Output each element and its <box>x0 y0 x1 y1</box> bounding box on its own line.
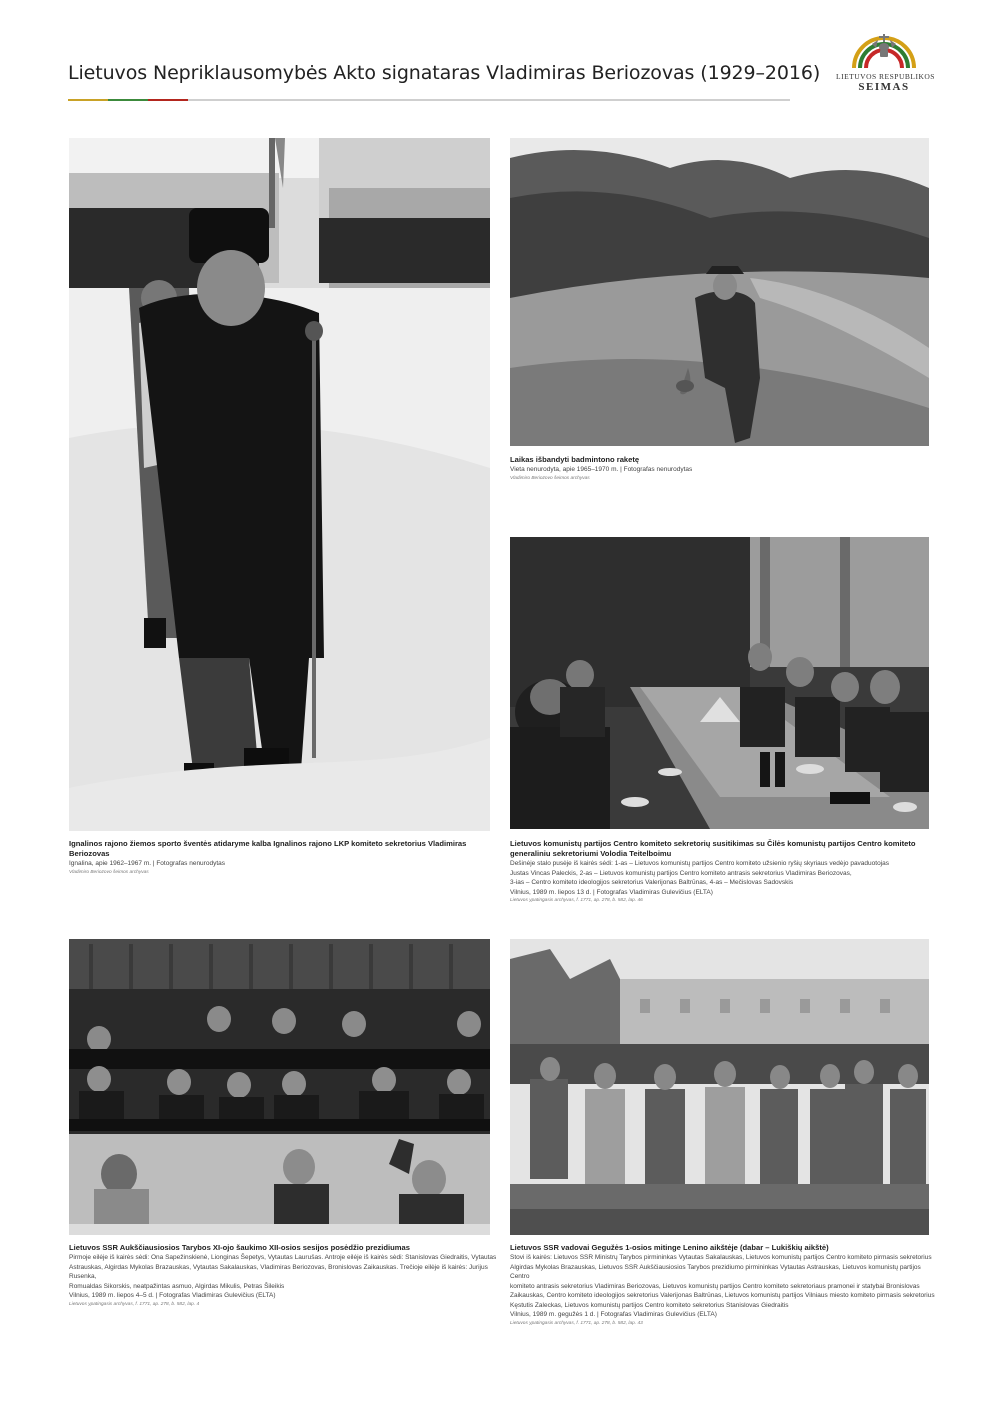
seimas-emblem-icon <box>846 30 922 70</box>
caption-3-detail-3: 3-ias – Centro komiteto ideologijos sekretorius Valerijonas Baltrūnas, 4-as – Mečislovas Sadovskis <box>510 879 794 886</box>
caption-5-source: Lietuvos ypatingasis archyvas, f. 1771, ap. 278, b. 582, lap. 43 <box>510 1320 643 1326</box>
photo-may-day-rally <box>510 939 929 1235</box>
caption-3 <box>510 839 940 905</box>
caption-5-detail-5: Kęstutis Zaleckas, Lietuvos komunistų partijos Centro komiteto sekretorius Stanislovas Giedraitis <box>510 1301 789 1309</box>
photo-winter-speech <box>69 138 490 831</box>
title-divider-grey <box>188 99 790 101</box>
logo-line-1: LIETUVOS RESPUBLIKOS <box>836 72 935 81</box>
caption-3-detail-4: Vilnius, 1989 m. liepos 13 d. | Fotografas Vladimiras Gulevičius (ELTA) <box>510 888 713 896</box>
caption-5-detail-6: Vilnius, 1989 m. gegužės 1 d. | Fotografas Vladimiras Gulevičius (ELTA) <box>510 1311 717 1318</box>
caption-2-title: Laikas išbandyti badmintono raketę <box>510 455 640 464</box>
title-divider-red <box>148 99 188 101</box>
caption-2-detail: Vieta nenurodyta, apie 1965–1970 m. | Fotografas nenurodytas <box>510 466 693 473</box>
caption-1-source: Vladimiro Beriozovo šeimos archyvas <box>69 869 149 875</box>
caption-2-source: Vladimiro Beriozovo šeimos archyvas <box>510 475 590 481</box>
title-divider-yellow <box>68 99 108 101</box>
caption-5-detail-3: komiteto antrasis sekretorius Vladimiras Beriozovas, Lietuvos komunistų partijos Centro komiteto sekretoriaus pramonei ir statybai Bronislovas <box>510 1282 920 1290</box>
caption-3-source: Lietuvos ypatingasis archyvas, f. 1771, ap. 278, b. 582, lap. 46 <box>510 898 643 903</box>
caption-5-detail-1: Stovi iš kairės: Lietuvos SSR Ministrų Tarybos pirmininkas Vytautas Sakalauskas, Lietuvos komunistų partijos Centro komiteto pirmasis sekretorius <box>510 1254 932 1261</box>
caption-5 <box>510 1243 940 1328</box>
logo-line-2: SEIMAS <box>858 81 910 93</box>
caption-4-detail-1: Pirmoje eilėje iš kairės sėdi: Ona Sapežinskienė, Lionginas Šepetys, Vytautas Laurušas. Antroje eilėje iš kairės sėdi: Stanislovas Giedraitis, Vytautas <box>69 1254 497 1261</box>
photo-meeting <box>510 537 929 829</box>
caption-5-title: Lietuvos SSR vadovai Gegužės 1-osios mitinge Lenino aikštėje (dabar – Lukiškių aikštė) <box>510 1243 829 1252</box>
seimas-logo <box>836 30 935 100</box>
title-divider-green <box>108 99 148 101</box>
caption-5-detail-2: Algirdas Mykolas Brazauskas, Lietuvos SSR Aukščiausiosios Tarybos prezidiumo pirmininkas Vytautas Astrauskas, Lietuvos komunistų partijos Centro <box>510 1263 921 1280</box>
caption-4-detail-4: Vilnius, 1989 m. liepos 4–5 d. | Fotografas Vladimiras Gulevičius (ELTA) <box>69 1292 276 1299</box>
caption-4-detail-2: Astrauskas, Algirdas Mykolas Brazauskas, Vytautas Sakalauskas, Vladimiras Beriozovas, Bronislovas Zaikauskas. Trečioje eilėje iš kairės: Jurijus Rusenka, <box>69 1263 488 1280</box>
title-divider <box>68 99 790 101</box>
page-title: Lietuvos Nepriklausomybės Akto signataras Vladimiras Beriozovas (1929–2016) <box>68 62 821 84</box>
caption-4-source: Lietuvos ypatingasis archyvas, f. 1771, ap. 278, b. 582, lap. 4 <box>69 1301 200 1307</box>
caption-3-title: Lietuvos komunistų partijos Centro komiteto sekretorių susitikimas su Čilės komunistų partijos Centro komiteto generaliniu sekretoriumi Volodia Teitelboimu <box>510 839 916 858</box>
caption-3-detail-1: Dešinėje stalo pusėje iš kairės sėdi: 1-as – Lietuvos komunistų partijos Centro komiteto užsienio ryšių skyriaus vedėjo pavaduotojas <box>510 860 889 867</box>
photo-presidium <box>69 939 490 1235</box>
photo-badminton <box>510 138 929 446</box>
caption-5-detail-4: Zaikauskas, Centro komiteto ideologijos sekretorius Valerijonas Baltrūnas, Lietuvos komunistų partijos Vilniaus miesto komiteto pirmasis sekretorius <box>510 1292 935 1299</box>
caption-2 <box>510 455 930 483</box>
caption-4-detail-3: Romualdas Sikorskis, neatpažintas asmuo, Algirdas Mikulis, Petras Šileikis <box>69 1282 285 1290</box>
caption-4 <box>69 1243 509 1309</box>
caption-1-title: Ignalinos rajono žiemos sporto šventės atidaryme kalba Ignalinos rajono LKP komiteto sekretorius Vladimiras Beriozovas <box>69 839 467 858</box>
caption-4-title: Lietuvos SSR Aukščiausiosios Tarybos XI-ojo šaukimo XII-osios sesijos posėdžio prezidiumas <box>69 1243 410 1252</box>
caption-1-detail: Ignalina, apie 1962–1967 m. | Fotografas nenurodytas <box>69 860 225 867</box>
caption-3-detail-2: Justas Vincas Paleckis, 2-as – Lietuvos komunistų partijos Centro komiteto antrasis sekretorius Vladimiras Beriozovas, <box>510 869 852 877</box>
caption-1 <box>69 839 499 877</box>
